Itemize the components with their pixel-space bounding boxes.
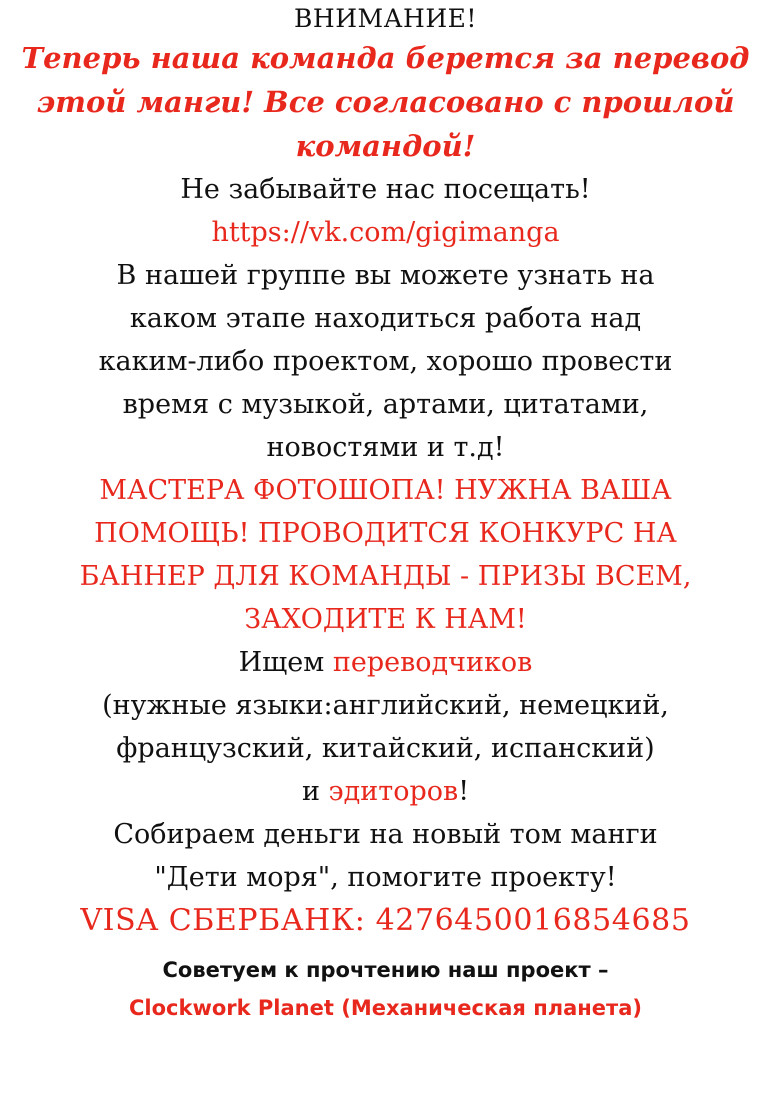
recruit-line (0, 641, 771, 684)
recruit-section (0, 641, 771, 813)
languages-line: французский, китайский, испанский) (116, 733, 655, 764)
team-notice-line: этой манги! Все согласовано с прошлой (36, 85, 735, 119)
editors-word: эдиторов (328, 776, 459, 807)
group-link[interactable]: https://vk.com/gigimanga (211, 217, 560, 248)
fundraise-section (0, 813, 771, 899)
languages-line: (нужные языки:английский, немецкий, (102, 690, 669, 721)
visit-section (0, 168, 771, 254)
fundraise-line: Собираем деньги на новый том манги (113, 819, 658, 850)
group-info-line: каким-либо проектом, хорошо провести (98, 346, 673, 377)
team-notice-line: командой! (295, 129, 476, 163)
visa-card-number: VISA СБЕРБАНК: 4276450016854685 (80, 903, 691, 938)
group-info-line: время с музыкой, артами, цитатами, (122, 389, 649, 420)
recommend-project: Clockwork Planet (Механическая планета) (129, 996, 642, 1020)
recommend-line: Советуем к прочтению наш проект – (162, 958, 609, 982)
team-notice-line: Теперь наша команда берется за перевод (21, 41, 750, 75)
and-word: и (301, 776, 329, 807)
editors-line (0, 770, 771, 813)
recommendation (0, 951, 771, 1027)
group-info-line: В нашей группе вы можете узнать на (116, 260, 655, 291)
visit-text: Не забывайте нас посещать! (180, 174, 591, 205)
exclaim-mark: ! (458, 776, 470, 807)
contest-line: ПОМОЩЬ! ПРОВОДИТСЯ КОНКУРС НА (94, 518, 677, 549)
recruit-prefix: Ищем (238, 647, 333, 678)
contest-line: БАННЕР ДЛЯ КОМАНДЫ - ПРИЗЫ ВСЕМ, (79, 561, 692, 592)
team-notice (0, 36, 771, 168)
contest-notice (0, 469, 771, 641)
group-info-line: новостями и т.д! (266, 432, 505, 463)
group-info-line: каком этапе находиться работа над (129, 303, 642, 334)
contest-line: МАСТЕРА ФОТОШОПА! НУЖНА ВАША (99, 475, 672, 506)
contest-line: ЗАХОДИТЕ К НАМ! (244, 604, 527, 635)
translators-word: переводчиков (332, 647, 533, 678)
fundraise-line: "Дети моря", помогите проекту! (154, 862, 617, 893)
group-info (0, 254, 771, 469)
page-heading: ВНИМАНИЕ! (294, 4, 477, 33)
